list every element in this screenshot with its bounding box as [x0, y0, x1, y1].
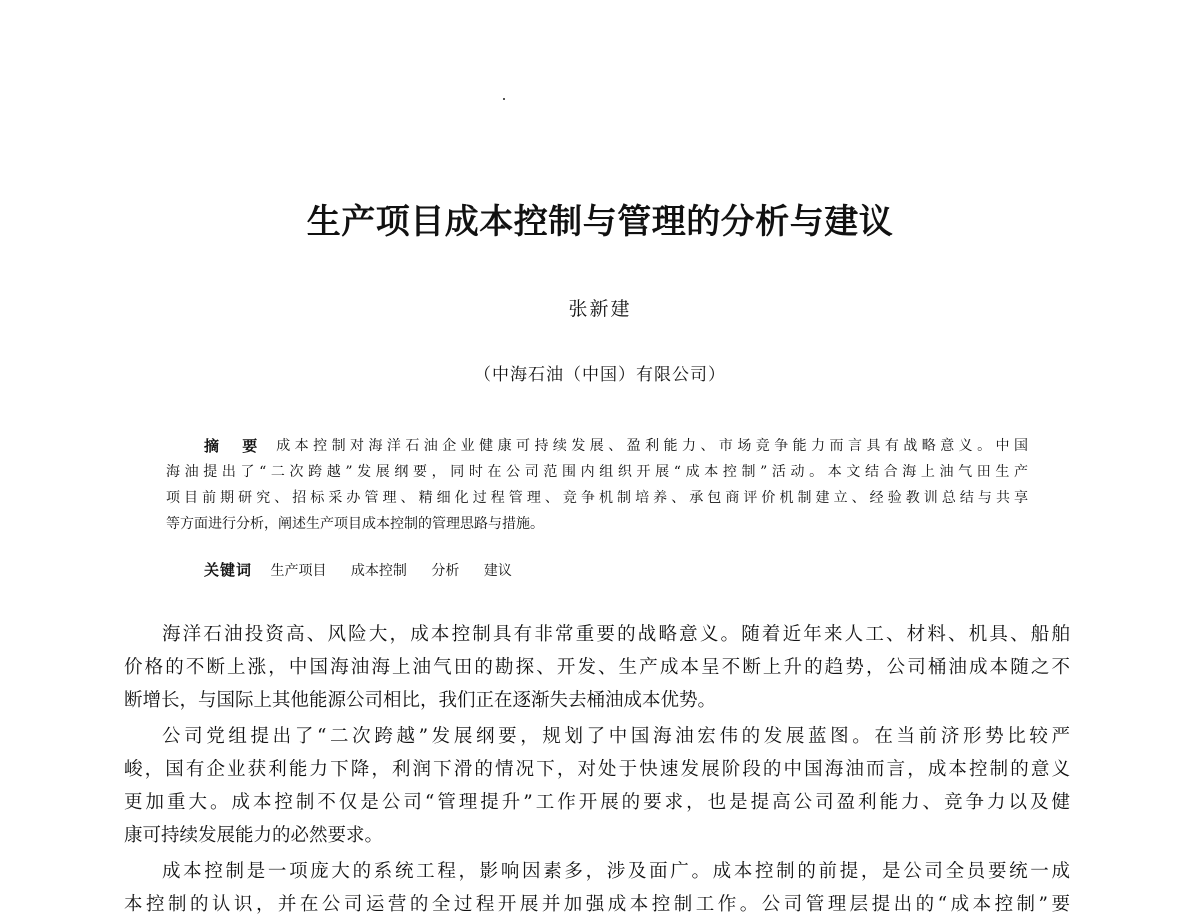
author-affiliation: （中海石油（中国）有限公司） [474, 365, 726, 385]
abstract-line: 成本控制对海洋石油企业健康可持续发展、盈利能力、市场竞争能力而言具有战略意义。中国 [276, 438, 1028, 454]
abstract-line: 等方面进行分析，阐述生产项目成本控制的管理思路与措施。 [166, 516, 544, 532]
body-line: 公司党组提出了“二次跨越”发展纲要，规划了中国海油宏伟的发展蓝图。在当前济形势比较严 [162, 726, 1070, 747]
abstract-label: 摘 要 [204, 437, 267, 455]
keywords-label: 关键词 [204, 561, 253, 579]
body-paragraph [124, 855, 1070, 920]
body-line: 价格的不断上涨，中国海油海上油气田的勘探、开发、生产成本呈不断上升的趋势，公司桶油成本随之不 [124, 657, 1070, 678]
keyword: 成本控制 [350, 563, 407, 579]
body-paragraph [124, 720, 1070, 852]
body-line: 断增长，与国际上其他能源公司相比，我们正在逐渐失去桶油成本优势。 [124, 690, 717, 711]
keywords [204, 557, 532, 584]
body-line: 成本控制是一项庞大的系统工程，影响因素多，涉及面广。成本控制的前提，是公司全员要统一成 [162, 861, 1070, 882]
abstract-line: 项目前期研究、招标采办管理、精细化过程管理、竞争机制培养、承包商评价机制建立、经验教训总结与共享 [166, 490, 1028, 506]
keyword: 建议 [483, 563, 512, 579]
abstract-line: 海油提出了“二次跨越”发展纲要，同时在公司范围内组织开展“成本控制”活动。本文结合海上油气田生产 [166, 464, 1028, 480]
body-text [124, 618, 1070, 920]
body-line: 峻，国有企业获利能力下降，利润下滑的情况下，对处于快速发展阶段的中国海油而言，成本控制的意义 [124, 759, 1070, 780]
body-line: 更加重大。成本控制不仅是公司“管理提升”工作开展的要求，也是提高公司盈利能力、竞争力以及健 [124, 792, 1070, 813]
body-line: 本控制的认识，并在公司运营的全过程开展并加强成本控制工作。公司管理层提出的“成本控制”要 [124, 894, 1070, 915]
body-line: 康可持续发展能力的必然要求。 [124, 825, 384, 846]
abstract-first-line [166, 433, 1028, 459]
keyword: 生产项目 [270, 563, 327, 579]
body-line: 海洋石油投资高、风险大，成本控制具有非常重要的战略意义。随着近年来人工、材料、机具、船舶 [162, 624, 1070, 645]
keyword: 分析 [431, 563, 460, 579]
scan-speck [503, 98, 505, 100]
body-paragraph [124, 618, 1070, 717]
author-name: 张新建 [568, 298, 632, 320]
abstract [166, 433, 1028, 537]
paper-title: 生产项目成本控制与管理的分析与建议 [306, 202, 894, 242]
